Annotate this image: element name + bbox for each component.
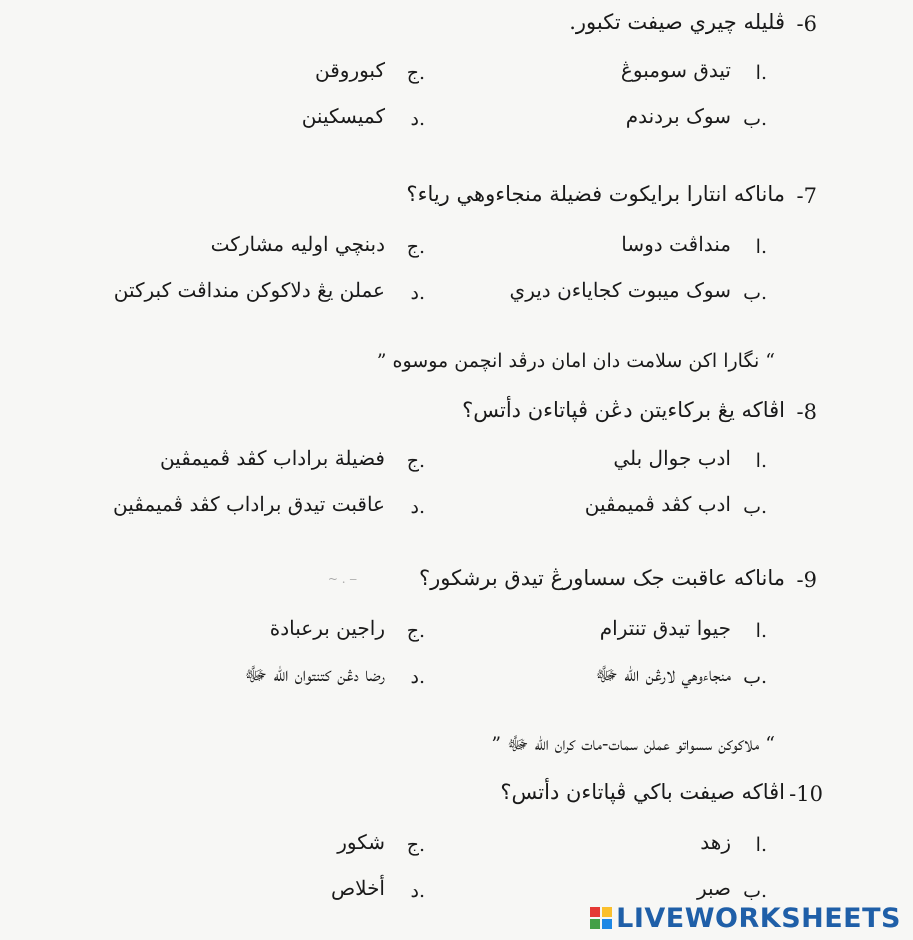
option-text[interactable]: دبنچي اوليه مشارکت: [210, 232, 385, 256]
option-text[interactable]: فضيلة براداب کڤد ڤميمڤين: [159, 446, 385, 470]
question-text: ماناکه عاقبت جک سساورڠ تيدق برشکور؟: [418, 566, 785, 590]
question-number: -8: [796, 400, 817, 424]
smudge-mark: ~ . ‒: [327, 572, 357, 586]
liveworksheets-logo: [590, 904, 901, 932]
logo-squares-icon: [590, 907, 612, 929]
option-text[interactable]: تيدق سومبوڠ: [620, 58, 731, 82]
question-text: ڤليله چيري صيفت تکبور.: [569, 10, 785, 34]
option-marker: ا.: [755, 834, 767, 856]
option-text[interactable]: سوک ميبوت کجاياءن ديري: [509, 278, 731, 302]
option-marker: ا.: [755, 62, 767, 84]
quote-text: “ نگارا اکن سلامت دان امان درڤد انچمن موسوه ”: [376, 350, 775, 372]
question-text: اڤاکه صيفت باکي ڤپاتاءن دأتس؟: [500, 780, 785, 804]
question-text: ماناکه انتارا برايکوت فضيلة منجاءوهي رياء؟: [406, 182, 785, 206]
option-marker: د.: [410, 666, 425, 688]
option-marker: د.: [410, 108, 425, 130]
option-text[interactable]: سوک بردندم: [625, 104, 731, 128]
question-text: اڤاکه يڠ برکاءيتن دڠن ڤپاتاءن دأتس؟: [462, 398, 785, 422]
option-marker: ا.: [755, 450, 767, 472]
option-marker: ب.: [743, 108, 767, 130]
option-text[interactable]: زهد: [700, 830, 731, 854]
option-marker: ج.: [406, 236, 425, 258]
option-marker: ج.: [406, 62, 425, 84]
option-marker: ب.: [743, 496, 767, 518]
option-marker: ب.: [743, 282, 767, 304]
option-marker: ا.: [755, 236, 767, 258]
option-marker: د.: [410, 282, 425, 304]
logo-text: LIVEWORKSHEETS: [616, 902, 901, 934]
option-text[interactable]: صبر: [696, 876, 731, 900]
option-marker: د.: [410, 880, 425, 902]
option-text[interactable]: أخلاص: [330, 876, 385, 900]
question-number: -10: [789, 782, 823, 806]
option-text[interactable]: جيوا تيدق تنترام: [599, 616, 731, 640]
option-marker: ج.: [406, 450, 425, 472]
quote-text: “ ملاکوکن سسواتو عملن سمات-مات کران الله ﷻ ”: [491, 733, 775, 755]
option-text[interactable]: راجين برعبادة: [269, 616, 385, 640]
option-marker: ب.: [743, 666, 767, 688]
option-marker: د.: [410, 496, 425, 518]
option-text[interactable]: ادب کڤد ڤميمڤين: [584, 492, 731, 516]
option-text[interactable]: شکور: [337, 830, 385, 854]
option-text[interactable]: کميسکينن: [301, 104, 385, 128]
option-text[interactable]: رضا دڠن کتنتوان الله ﷻ: [244, 662, 385, 686]
option-text[interactable]: عملن يڠ دلاکوکن منداڤت کبرکتن: [113, 278, 385, 302]
option-text[interactable]: عاقبت تيدق براداب کڤد ڤميمڤين: [113, 492, 385, 516]
option-marker: ج.: [406, 834, 425, 856]
question-number: -7: [796, 184, 817, 208]
option-marker: ا.: [755, 620, 767, 642]
option-text[interactable]: منداڤت دوسا: [621, 232, 731, 256]
question-number: -9: [796, 568, 817, 592]
question-number: -6: [796, 12, 817, 36]
option-text[interactable]: منجاءوهي لارڠن الله ﷻ: [595, 662, 731, 686]
option-text[interactable]: کبوروقن: [315, 58, 385, 82]
option-text[interactable]: ادب جوال بلي: [613, 446, 731, 470]
option-marker: ج.: [406, 620, 425, 642]
option-marker: ب.: [743, 880, 767, 902]
